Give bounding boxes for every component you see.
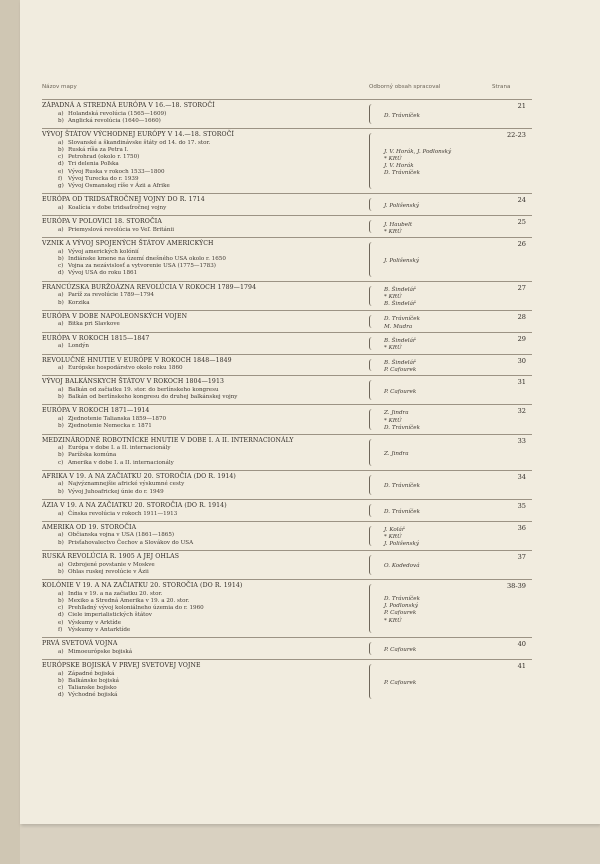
item-text: Anglická revolúcia (1640—1660) [68, 117, 161, 124]
item-text: Vývoj USA do roku 1861 [68, 270, 138, 277]
item-letter: b) [58, 117, 64, 124]
item-text: Prehľadný vývoj koloniálneho územia do r. 1960 [68, 605, 204, 612]
bracket-divider [369, 526, 374, 546]
item-letter: b) [58, 394, 64, 401]
sub-map-list [42, 387, 532, 402]
author-list [384, 389, 416, 396]
author-name: B. Šindelář [384, 338, 416, 345]
sub-map-item [42, 394, 532, 401]
bracket-divider [369, 104, 374, 124]
item-text: Balkánske bojiská [68, 677, 119, 684]
author-name: D. Trávníček [384, 596, 420, 602]
item-letter: b) [58, 539, 64, 546]
author-name: D. Trávníček [384, 112, 420, 119]
item-letter: a) [58, 670, 64, 677]
sub-map-item [42, 489, 532, 496]
item-letter: a) [58, 648, 64, 655]
sub-map-list [42, 416, 532, 431]
item-text: Balkán od začiatku 19. stor. do berlínskeho kongresu [68, 386, 219, 393]
sub-map-item [42, 562, 532, 569]
sub-map-item [42, 183, 532, 190]
sub-map-list [42, 140, 532, 191]
item-letter: c) [58, 154, 64, 161]
item-text: Holandská revolúcia (1565—1609) [68, 110, 167, 117]
toc-entry [42, 550, 532, 579]
item-text: Vojna za nezávislosť a vytvorenie USA (1775—1783) [68, 263, 216, 270]
item-text: Najvýznamnejšie africké výskumné cesty [68, 481, 185, 488]
item-letter: b) [58, 423, 64, 430]
item-letter: a) [58, 445, 64, 452]
item-letter: a) [58, 365, 64, 372]
page-number: 25 [517, 218, 526, 227]
item-letter: f) [58, 626, 63, 633]
item-text: Parížska komúna [68, 452, 117, 459]
item-text: Koalícia v dobe tridsaťročnej vojny [68, 205, 167, 212]
item-letter: d) [58, 612, 64, 619]
item-letter: f) [58, 175, 63, 182]
author-name: J. Polišenský [384, 203, 420, 210]
sub-map-list [42, 292, 532, 307]
page-number: 30 [517, 356, 526, 365]
toc-entry [42, 237, 532, 281]
page-number: 36 [517, 523, 526, 532]
bracket-divider [369, 286, 374, 306]
toc-entry [42, 193, 532, 215]
sub-map-item [42, 169, 532, 176]
item-letter: e) [58, 168, 64, 175]
author-name: * KRÚ [384, 155, 402, 162]
sub-map-item [42, 460, 532, 467]
item-letter: a) [58, 590, 64, 597]
sub-map-item [42, 692, 532, 699]
author-list [384, 258, 419, 265]
author-name: B. Šindelář [384, 286, 416, 293]
map-title: VÝVOJ ŠTÁTOV VÝCHODNEJ EURÓPY V 14.—18. STOROČÍ [42, 131, 235, 139]
item-letter: b) [58, 452, 64, 459]
item-letter: a) [58, 386, 64, 393]
item-letter: a) [58, 343, 64, 350]
sub-map-item [42, 481, 532, 488]
item-letter: c) [58, 459, 64, 466]
item-letter: a) [58, 110, 64, 117]
sub-map-item [42, 671, 532, 678]
author-name: Z. Jindra [384, 410, 409, 417]
map-title: ZÁPADNÁ A STREDNÁ EURÓPA V 16.—18. STOROČÍ [42, 102, 215, 109]
author-name: D. Trávníček [384, 483, 420, 490]
author-list [384, 527, 419, 549]
column-header-page: Strana [492, 84, 511, 90]
item-text: Východné bojiská [68, 692, 118, 699]
item-text: Výskumy v Antarktíde [68, 626, 131, 633]
bracket-divider [369, 642, 374, 655]
bracket-divider [369, 359, 374, 372]
item-letter: b) [58, 568, 64, 575]
bracket-divider [369, 337, 374, 350]
bracket-divider [369, 198, 374, 211]
map-title: VZNIK A VÝVOJ SPOJENÝCH ŠTÁTOV AMERICKÝCH [42, 240, 214, 248]
item-text: Vývoj amerických kolónií [68, 248, 139, 255]
map-title: REVOLUČNÉ HNUTIE V EURÓPE V ROKOCH 1848—1849 [42, 356, 232, 364]
author-name: P. Cafourek [384, 647, 417, 654]
item-text: Paríž za revolúcie 1789—1794 [68, 292, 155, 299]
item-text: Prisťahovalectvo Čechov a Slovákov do USA [68, 539, 194, 546]
bracket-divider [369, 439, 374, 466]
toc-entry [42, 99, 532, 128]
map-title: EURÓPSKE BOJISKÁ V PRVEJ SVETOVEJ VOJNE [42, 661, 201, 669]
author-name: * KRÚ [384, 228, 402, 235]
author-list [384, 203, 419, 210]
bracket-divider [369, 380, 374, 400]
item-letter: b) [58, 677, 64, 684]
item-letter: e) [58, 619, 64, 626]
author-name: J. V. Horák [384, 163, 414, 169]
sub-map-item [42, 300, 532, 307]
sub-map-list [42, 111, 532, 126]
item-text: Vývoj Ruska v rokoch 1533—1800 [68, 168, 165, 175]
page-number: 41 [517, 661, 526, 670]
sub-map-item [42, 569, 532, 576]
item-letter: c) [58, 263, 64, 270]
item-letter: a) [58, 416, 64, 423]
author-list [384, 222, 412, 236]
sub-map-list [42, 365, 532, 372]
author-name: D. Trávníček [384, 508, 420, 515]
author-list [384, 113, 420, 120]
item-letter: a) [58, 561, 64, 568]
author-name: * KRÚ [384, 617, 402, 624]
sub-map-list [42, 445, 532, 467]
sub-map-item [42, 140, 532, 147]
page-number: 28 [517, 312, 526, 321]
sub-map-item [42, 617, 532, 627]
author-name: J. Podlonský [384, 603, 419, 610]
sub-map-item [42, 452, 532, 459]
item-text: Indiánske kmene na území dnešného USA okolo r. 1650 [68, 255, 226, 262]
item-text: Mexiko a Stredná Amerika v 19. a 20. stor. [68, 597, 190, 604]
item-letter: b) [58, 488, 64, 495]
sub-map-item [42, 270, 532, 277]
author-list [384, 338, 416, 352]
author-name: D. Trávníček [384, 424, 420, 431]
page-number: 31 [517, 378, 526, 387]
author-name: Z. Jindra [384, 450, 409, 457]
author-list [384, 410, 420, 432]
table-of-contents [42, 99, 532, 703]
item-text: India v 19. a na začiatku 20. stor. [68, 590, 163, 597]
sub-map-item [42, 423, 532, 430]
item-text: Vývoj Osmanskej ríše v Ázii a Afrike [68, 183, 170, 190]
item-letter: d) [58, 270, 64, 277]
author-list [384, 483, 420, 490]
bracket-divider [369, 409, 374, 429]
author-list [384, 647, 416, 654]
page-number: 32 [517, 407, 526, 416]
page-number: 38-39 [506, 582, 526, 590]
item-text: Ohlas ruskej revolúcie v Ázii [68, 568, 149, 575]
sub-map-item [42, 508, 532, 518]
item-text: Mimoeurópske bojiská [68, 648, 133, 655]
item-text: Priemyslová revolúcia vo Veľ. Británii [68, 226, 175, 233]
toc-entry [42, 354, 532, 376]
item-letter: a) [58, 532, 64, 539]
sub-map-item [42, 532, 532, 539]
map-title: EURÓPA V ROKOCH 1871—1914 [42, 407, 150, 415]
item-text: Európske hospodárstvo okolo roku 1860 [68, 365, 183, 372]
author-name: M. Mudra [384, 323, 413, 330]
sub-map-item [42, 591, 532, 598]
item-text: Ozbrojené povstanie v Moskve [68, 561, 155, 568]
sub-map-list [42, 562, 532, 577]
sub-map-item [42, 678, 532, 685]
toc-entry [42, 128, 532, 193]
toc-entry [42, 310, 532, 332]
map-title: EURÓPA V DOBE NAPOLEONSKÝCH VOJEN [42, 312, 188, 320]
item-text: Zjednotenie Nemecka r. 1871 [68, 423, 152, 430]
item-letter: a) [58, 292, 64, 299]
author-list [384, 680, 416, 687]
author-name: B. Šindelář [384, 360, 416, 366]
item-text: Výskumy v Arktíde [68, 619, 122, 626]
sub-map-list [42, 227, 532, 234]
map-title: MEDZINÁRODNÉ ROBOTNÍCKE HNUTIE V DOBE I. A II. INTERNACIONÁLY [42, 436, 294, 444]
author-name: * KRÚ [384, 417, 402, 424]
author-list [384, 596, 420, 625]
bracket-divider [369, 475, 374, 495]
item-text: Korzika [68, 299, 90, 306]
bracket-divider [369, 242, 374, 277]
item-letter: b) [58, 146, 64, 153]
item-letter: a) [58, 139, 64, 146]
toc-entry [42, 637, 532, 659]
map-title: EURÓPA V POLOVICI 18. STOROČIA [42, 218, 162, 226]
item-letter: b) [58, 299, 64, 306]
bracket-divider [369, 555, 374, 575]
item-letter: a) [58, 205, 64, 212]
map-title: AFRIKA V 19. A NA ZAČIATKU 20. STOROČIA (DO R. 1914) [42, 472, 236, 480]
author-list [384, 149, 451, 178]
item-letter: a) [58, 321, 64, 328]
map-title: ÁZIA V 19. A NA ZAČIATKU 20. STOROČIA (DO R. 1914) [42, 501, 227, 509]
map-title: RUSKÁ REVOLÚCIA R. 1905 A JEJ OHLAS [42, 552, 180, 560]
sub-map-item [42, 321, 532, 328]
sub-map-list [42, 508, 532, 518]
author-list [384, 316, 420, 330]
item-text: Talianske bojisko [68, 685, 117, 692]
column-header-map-name: Názov mapy [42, 84, 77, 90]
author-list [384, 360, 416, 374]
bracket-divider [369, 220, 374, 233]
item-text: Vývoj Juhoafrickej únie do r. 1949 [68, 488, 164, 495]
toc-entry [42, 375, 532, 404]
item-letter: g) [58, 183, 64, 190]
item-text: Vývoj Turecka do r. 1939 [68, 175, 139, 182]
item-letter: a) [58, 248, 64, 255]
author-name: * KRÚ [384, 293, 402, 300]
author-name: P. Cafourek [384, 679, 417, 686]
sub-map-item [42, 598, 532, 605]
page-number: 26 [517, 240, 526, 249]
bracket-divider [369, 584, 374, 633]
item-letter: a) [58, 481, 64, 488]
sub-map-item [42, 365, 532, 372]
page-number: 27 [517, 283, 526, 292]
sub-map-list [42, 649, 532, 656]
sub-map-item [42, 343, 532, 350]
map-title: VÝVOJ BALKÁNSKYCH ŠTÁTOV V ROKOCH 1804—1913 [42, 378, 225, 386]
sub-map-item [42, 292, 532, 299]
author-name: P. Cafourek [384, 388, 417, 395]
map-title: PRVÁ SVETOVÁ VOJNA [42, 640, 118, 648]
sub-map-list [42, 532, 532, 547]
map-title: FRANCÚZSKA BURŽOÁZNA REVOLÚCIA V ROKOCH 1789—1794 [42, 283, 257, 291]
item-letter: a) [58, 510, 64, 517]
author-list [384, 451, 409, 458]
sub-map-list [42, 205, 532, 212]
sub-map-item [42, 627, 532, 634]
map-title: EURÓPA OD TRIDSAŤROČNEJ VOJNY DO R. 1714 [42, 196, 205, 204]
toc-entry [42, 579, 532, 637]
sub-map-item [42, 205, 532, 212]
item-text: Ciele imperialistických štátov [68, 612, 152, 619]
toc-entry [42, 521, 532, 550]
page-number: 33 [517, 436, 526, 445]
sub-map-item [42, 161, 532, 168]
author-name: J. Polišenský [384, 258, 420, 265]
author-name: J. V. Horák, J. Podlonský [384, 148, 452, 155]
sub-map-item [42, 111, 532, 118]
page-number: 37 [517, 552, 526, 561]
sub-map-item [42, 612, 532, 619]
item-text: Čínska revolúcia v rokoch 1911—1913 [68, 510, 178, 517]
sub-map-item [42, 227, 532, 234]
author-name: D. Trávníček [384, 170, 420, 177]
author-name: O. Kodedová [384, 563, 420, 570]
item-text: Tri delenia Poľska [68, 161, 119, 168]
map-title: AMERIKA OD 19. STOROČIA [42, 523, 137, 531]
scan-margin [0, 0, 20, 864]
author-name: B. Šindelář [384, 301, 416, 308]
sub-map-item [42, 540, 532, 547]
page-number: 35 [517, 501, 526, 510]
page-number: 24 [517, 196, 526, 205]
author-name: J. Kolář [384, 526, 405, 533]
item-text: Európa v dobe I. a II. internacionály [68, 445, 171, 452]
author-name: * KRÚ [384, 534, 402, 541]
author-name: J. Haubelt [384, 221, 413, 228]
sub-map-item [42, 649, 532, 656]
sub-map-list [42, 249, 532, 278]
item-text: Balkán od berlínskeho kongresu do druhej balkánskej vojny [68, 394, 238, 401]
column-header-author: Odborný obsah spracoval [369, 84, 441, 90]
sub-map-list [42, 481, 532, 496]
item-letter: a) [58, 226, 64, 233]
page-number: 34 [517, 472, 526, 481]
item-letter: b) [58, 597, 64, 604]
author-name: J. Polišenský [384, 541, 420, 548]
item-text: Bitka pri Slavkove [68, 321, 120, 328]
sub-map-item [42, 249, 532, 256]
toc-entry [42, 281, 532, 310]
sub-map-item [42, 118, 532, 125]
map-title: KOLÓNIE V 19. A NA ZAČIATKU 20. STOROČIA (DO R. 1914) [42, 582, 243, 589]
toc-entry [42, 215, 532, 237]
toc-entry [42, 332, 532, 354]
page-number: 29 [517, 334, 526, 343]
author-name: * KRÚ [384, 345, 402, 352]
page-number: 40 [517, 640, 526, 649]
sub-map-list [42, 343, 532, 350]
item-text: Zjednotenie Talianska 1859—1870 [68, 416, 167, 423]
toc-entry [42, 470, 532, 499]
bracket-divider [369, 664, 374, 699]
sub-map-list [42, 321, 532, 328]
author-name: D. Trávníček [384, 316, 420, 323]
author-name: P. Cafourek [384, 610, 417, 617]
page-number: 21 [517, 102, 526, 110]
page-number: 22-23 [506, 131, 526, 140]
bracket-divider [369, 133, 374, 189]
bracket-divider [369, 315, 374, 328]
item-letter: d) [58, 692, 64, 699]
item-letter: b) [58, 255, 64, 262]
sub-map-list [42, 671, 532, 700]
item-text: Slovanské a škandinávske štáty od 14. do 17. stor. [68, 139, 211, 146]
item-text: Amerika v dobe I. a II. internacionály [68, 459, 174, 466]
item-text: Londýn [68, 343, 90, 350]
author-list [384, 563, 420, 570]
toc-entry [42, 434, 532, 470]
toc-entry [42, 404, 532, 433]
map-title: EURÓPA V ROKOCH 1815—1847 [42, 334, 150, 342]
author-list [384, 509, 420, 516]
author-list [384, 287, 416, 309]
item-letter: c) [58, 685, 64, 692]
item-text: Občianska vojna v USA (1861—1865) [68, 532, 175, 539]
toc-entry [42, 499, 532, 521]
bracket-divider [369, 504, 374, 517]
item-letter: d) [58, 161, 64, 168]
author-name: P. Cafourek [384, 367, 417, 374]
item-text: Ruská ríša za Petra I. [68, 146, 129, 153]
item-text: Petrohrad (okolo r. 1750) [68, 154, 140, 161]
item-text: Západné bojiská [68, 670, 115, 677]
toc-entry [42, 659, 532, 703]
item-letter: c) [58, 605, 64, 612]
sub-map-list [42, 591, 532, 635]
